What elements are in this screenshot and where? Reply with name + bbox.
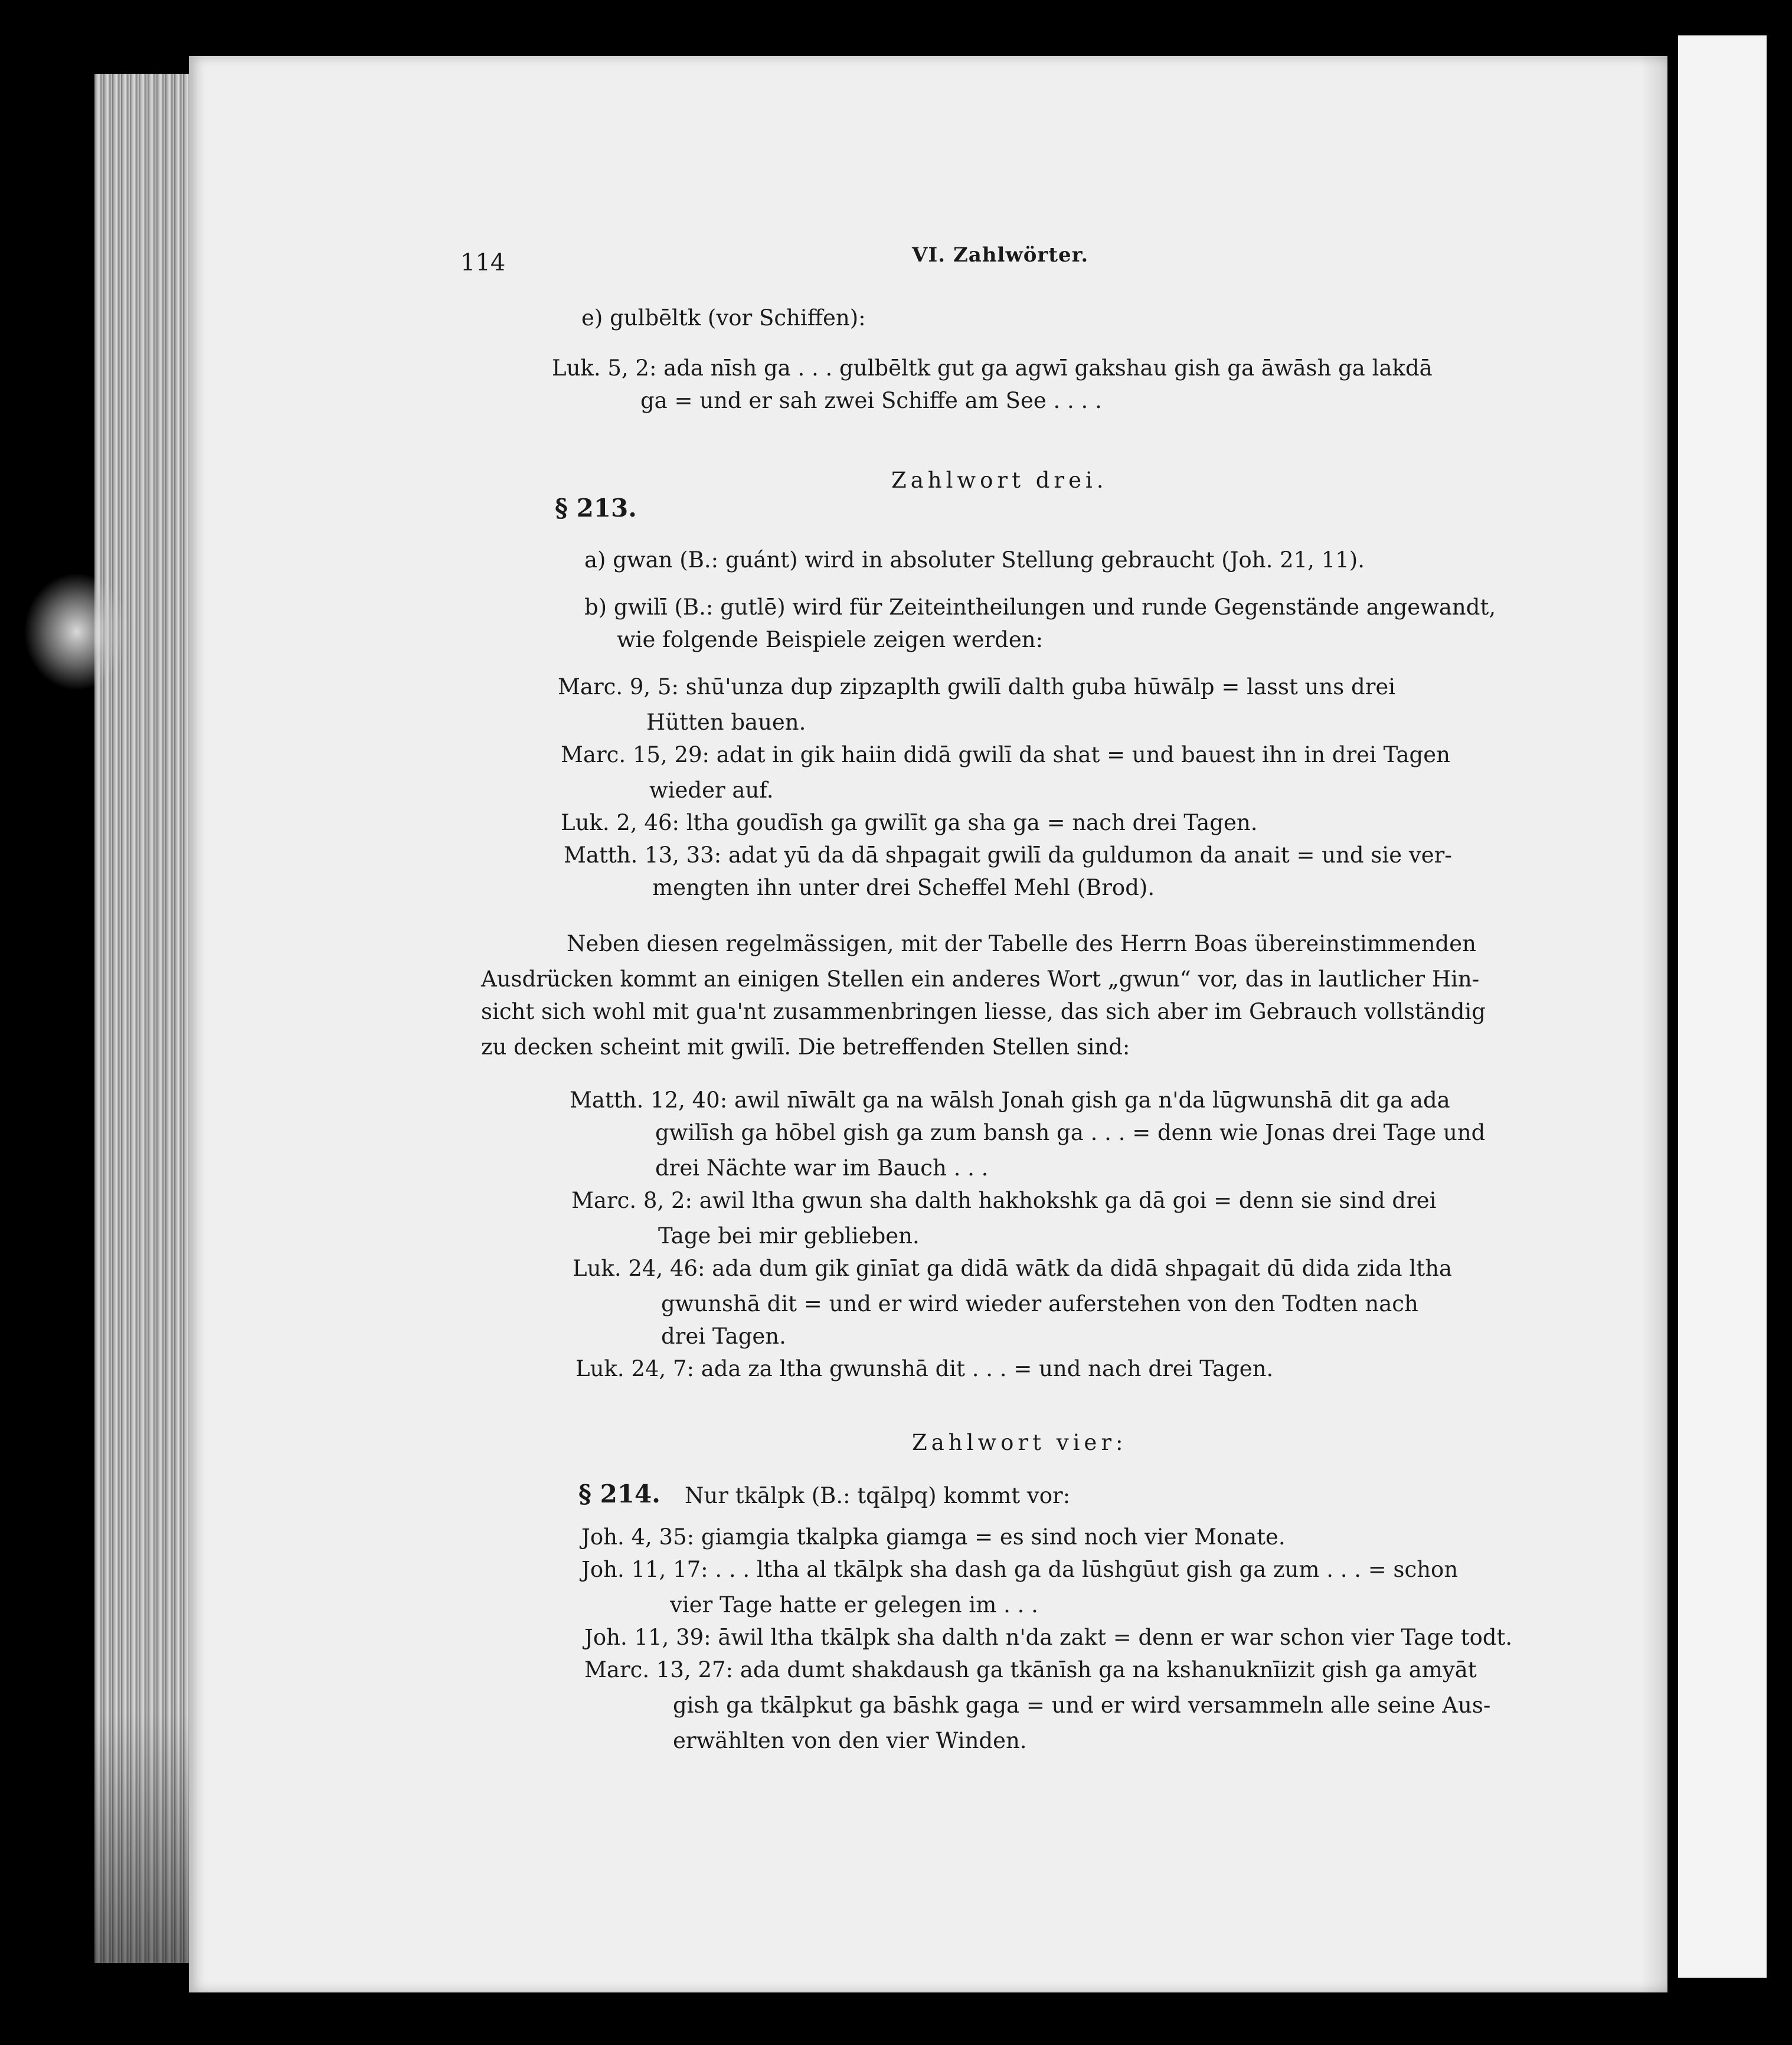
paragraph-line: Nur tkālpk (B.: tqālpq) kommt vor:: [685, 1483, 1071, 1508]
page-edges-shadow: [94, 1712, 195, 1966]
paragraph-line: wie folgende Beispiele zeigen werden:: [617, 627, 1044, 652]
example-line: ga = und er sah zwei Schiffe am See . . . .: [640, 388, 1102, 413]
example-line: drei Tagen.: [661, 1324, 786, 1349]
example-line: erwählten von den vier Winden.: [673, 1728, 1027, 1753]
example-line: Hütten bauen.: [646, 710, 806, 735]
example-line: Luk. 24, 7: ada za ltha gwunshā dit . . . = und nach drei Tagen.: [575, 1356, 1274, 1381]
example-line: Joh. 11, 17: . . . ltha al tkālpk sha dash ga da lūshgūut gish ga zum . . . = schon: [581, 1557, 1459, 1582]
paragraph-line: zu decken scheint mit gwilī. Die betreffenden Stellen sind:: [481, 1034, 1130, 1060]
example-line: Joh. 11, 39: āwil ltha tkālpk sha dalth n'da zakt = denn er war schon vier Tage todt.: [584, 1625, 1513, 1650]
example-line: Luk. 2, 46: ltha goudīsh ga gwilīt ga sha ga = nach drei Tagen.: [561, 810, 1258, 835]
example-line: Marc. 9, 5: shū'unza dup zipzaplth gwilī dalth guba hūwālp = lasst uns drei: [558, 674, 1396, 700]
paper-stain: [24, 573, 130, 691]
example-line: Luk. 24, 46: ada dum gik ginīat ga didā wātk da didā shpagait dū dida zida ltha: [573, 1256, 1453, 1281]
paragraph-line: sicht sich wohl mit gua'nt zusammenbringen liesse, das sich aber im Gebrauch vollständig: [481, 999, 1486, 1024]
example-line: Tage bei mir geblieben.: [658, 1223, 920, 1249]
example-line: Marc. 13, 27: ada dumt shakdaush ga tkānīsh ga na kshanuknīizit gish ga amyāt: [584, 1657, 1477, 1683]
example-line: Matth. 12, 40: awil nīwālt ga na wālsh Jonah gish ga n'da lūgwunshā dit ga ada: [570, 1087, 1450, 1113]
section-title: Zahlwort drei.: [891, 468, 1108, 493]
running-title: VI. Zahlwörter.: [912, 243, 1089, 267]
page-gutter-shadow: [1641, 56, 1667, 1992]
subsection-heading: e) gulbēltk (vor Schiffen):: [581, 305, 866, 331]
paragraph-line: Ausdrücken kommt an einigen Stellen ein anderes Wort „gwun“ vor, das in lautlicher Hin-: [481, 966, 1480, 992]
section-title: Zahlwort vier:: [912, 1430, 1127, 1455]
example-line: mengten ihn unter drei Scheffel Mehl (Brod).: [652, 875, 1155, 900]
example-line: Matth. 13, 33: adat yū da dā shpagait gwilī da guldumon da anait = und sie ver-: [564, 842, 1452, 868]
example-line: wieder auf.: [649, 778, 774, 803]
paragraph-line: Neben diesen regelmässigen, mit der Tabelle des Herrn Boas übereinstimmenden: [567, 931, 1476, 956]
example-line: Luk. 5, 2: ada nīsh ga . . . gulbēltk gut ga agwī gakshau gish ga āwāsh ga lakdā: [552, 355, 1433, 381]
section-number: § 214.: [578, 1479, 660, 1508]
section-number: § 213.: [555, 494, 637, 522]
page-edges: [94, 74, 195, 1963]
example-line: gish ga tkālpkut ga bāshk gaga = und er wird versammeln alle seine Aus-: [673, 1693, 1491, 1718]
example-line: Marc. 15, 29: adat in gik haiin didā gwilī da shat = und bauest ihn in drei Tagen: [561, 742, 1450, 767]
facing-page-strip: [1678, 35, 1767, 1978]
paragraph-line: b) gwilī (B.: gutlē) wird für Zeiteintheilungen und runde Gegenstände angewandt,: [584, 594, 1496, 620]
page-number: 114: [460, 249, 506, 276]
example-line: gwilīsh ga hōbel gish ga zum bansh ga . . . = denn wie Jonas drei Tage und: [655, 1120, 1486, 1145]
example-line: drei Nächte war im Bauch . . .: [655, 1155, 989, 1181]
example-line: Marc. 8, 2: awil ltha gwun sha dalth hakhokshk ga dā goi = denn sie sind drei: [571, 1188, 1437, 1213]
example-line: vier Tage hatte er gelegen im . . .: [670, 1592, 1038, 1618]
example-line: gwunshā dit = und er wird wieder auferstehen von den Todten nach: [661, 1291, 1418, 1316]
example-line: Joh. 4, 35: giamgia tkalpka giamga = es sind noch vier Monate.: [581, 1524, 1286, 1550]
paragraph-line: a) gwan (B.: guánt) wird in absoluter Stellung gebraucht (Joh. 21, 11).: [584, 547, 1365, 573]
